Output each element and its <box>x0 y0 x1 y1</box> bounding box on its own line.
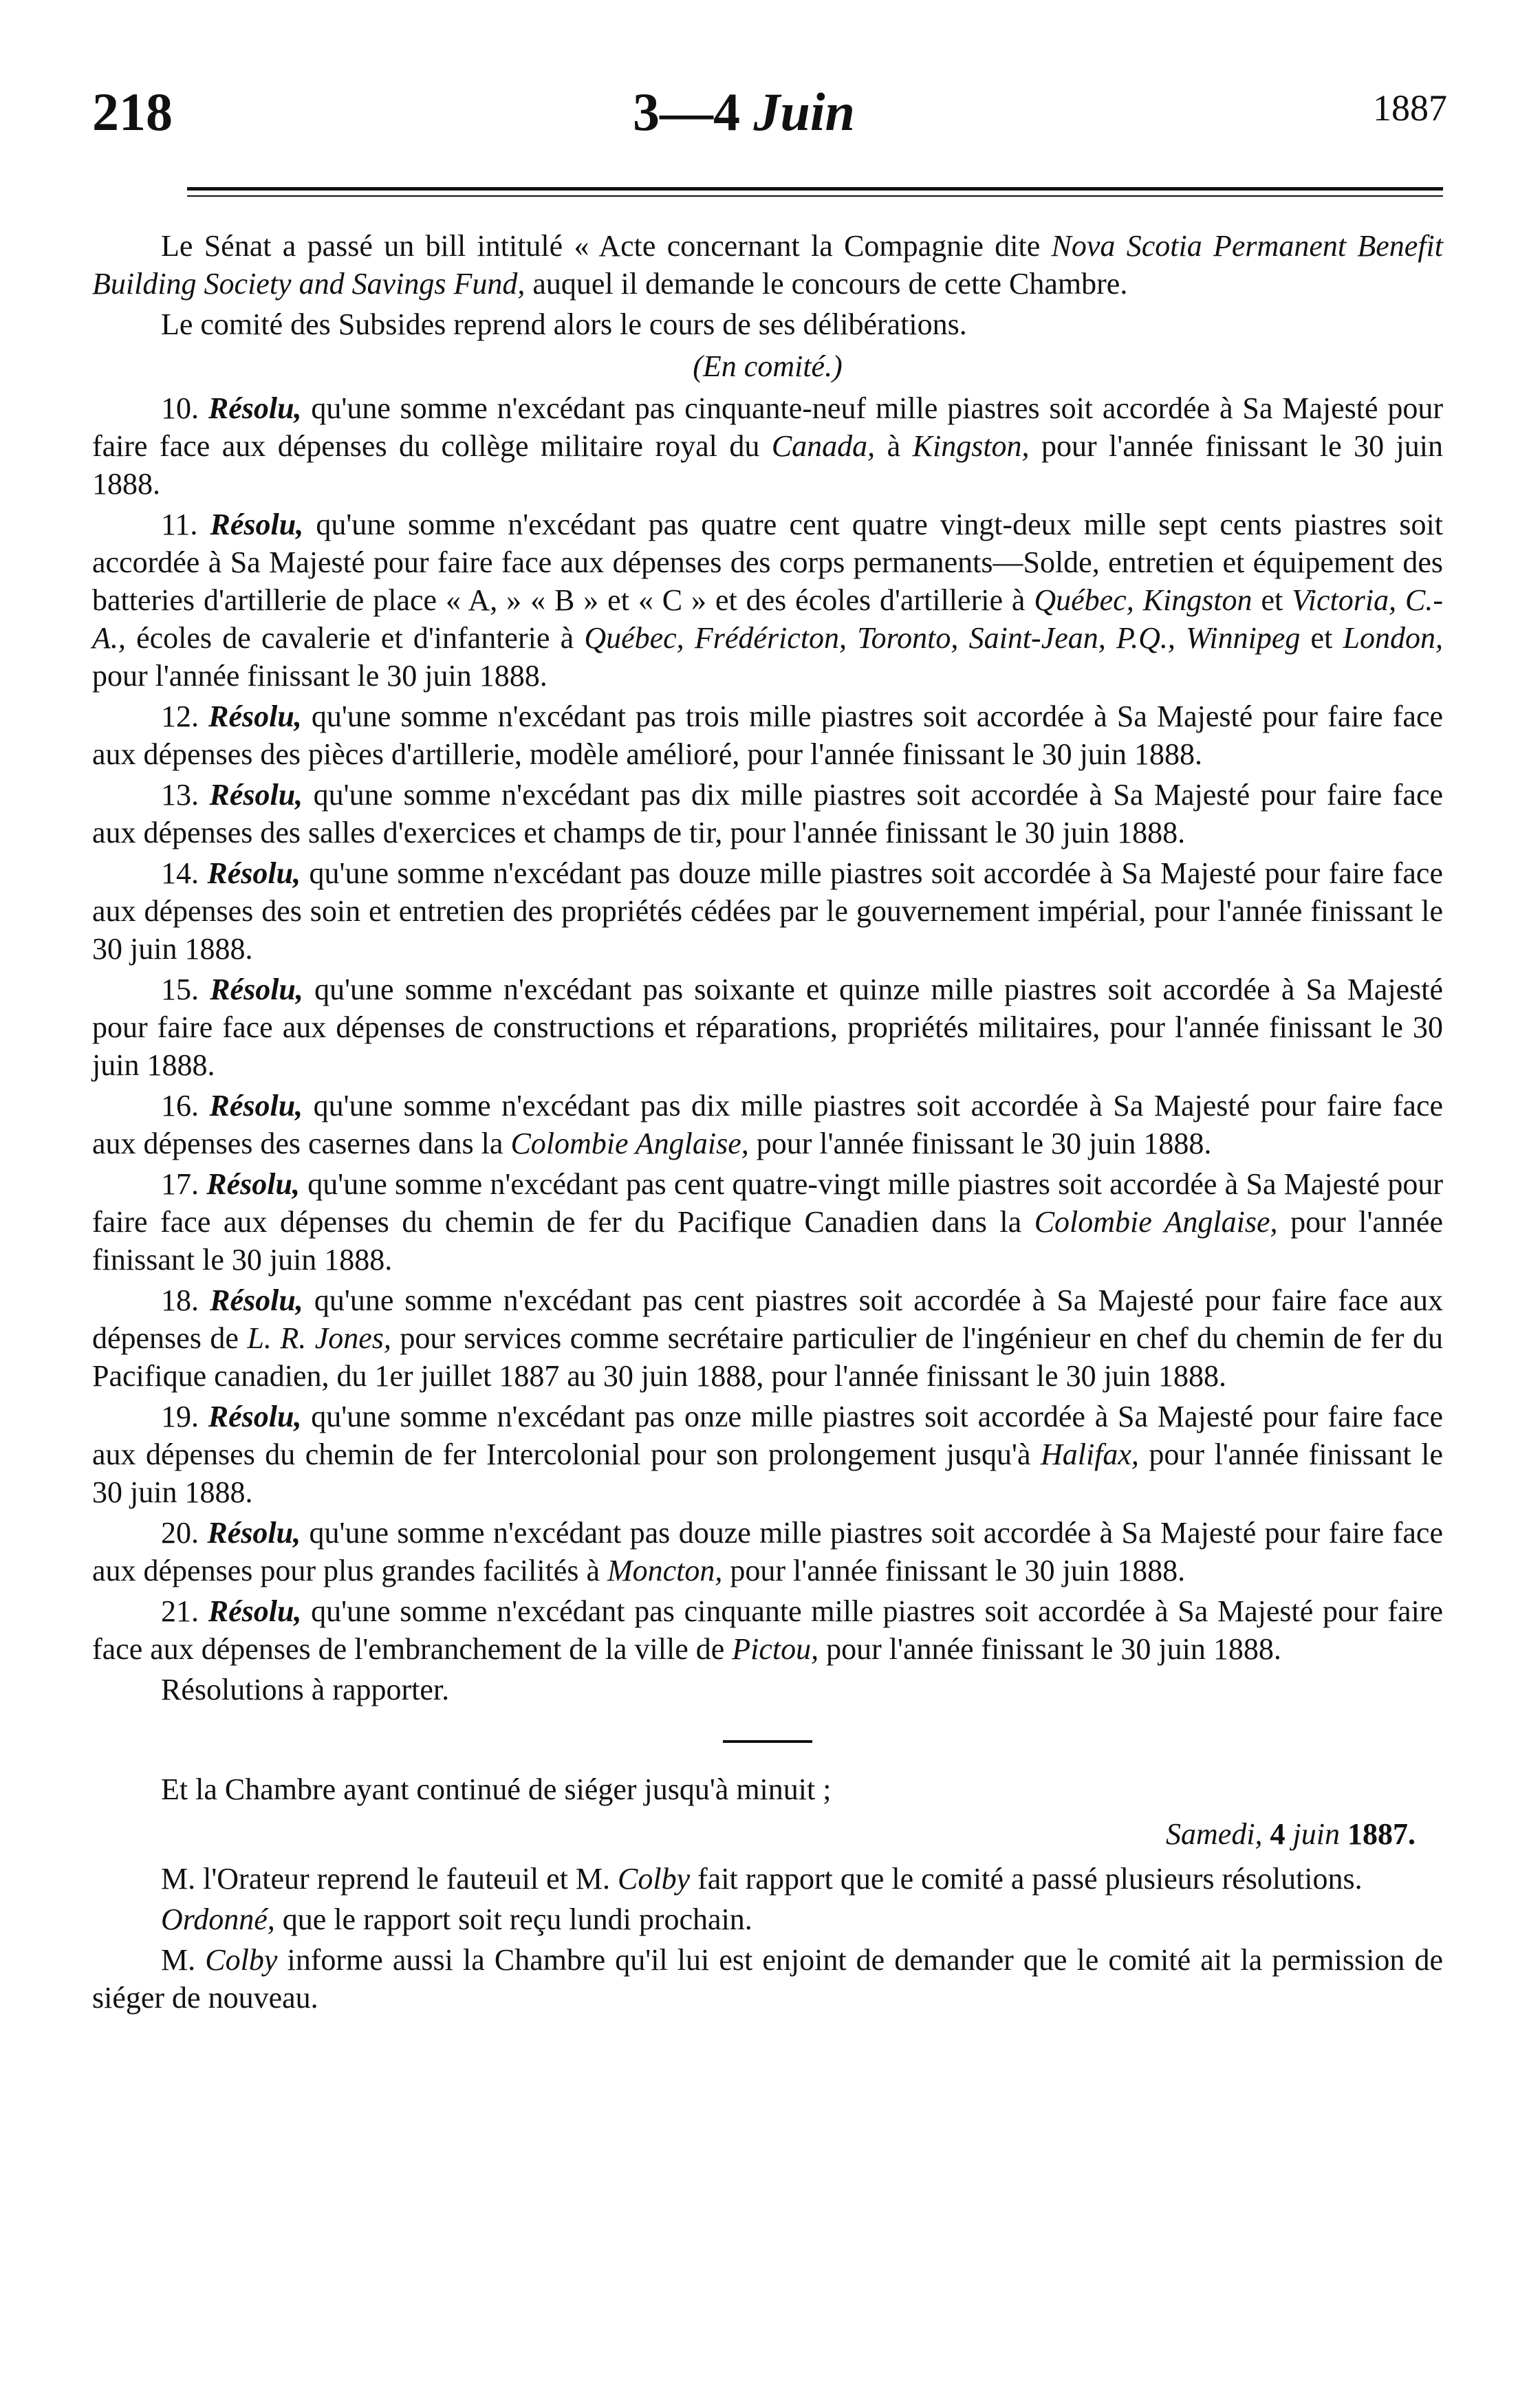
resolution-16: 16. Résolu, qu'une somme n'excédant pas dix mille piastres soit accordée à Sa Majesté pour faire face aux dépenses des casernes dans la Colombie Anglaise, pour l'année finissant le 30 juin 1888. <box>92 1089 1444 1160</box>
resolution-15: 15. Résolu, qu'une somme n'excédant pas soixante et quinze mille piastres soit accordée à Sa Majesté pour faire face aux dépenses de constructions et réparations, propriétés militaires, pour l'année finissant le 30 juin 1888. <box>92 973 1444 1082</box>
resolution-19: 19. Résolu, qu'une somme n'excédant pas onze mille piastres soit accordée à Sa Majesté pour faire face aux dépenses du chemin de fer Intercolonial pour son prolongement jusqu'à Halifax, pour l'année finissant le 30 juin 1888. <box>92 1400 1443 1509</box>
page-date <box>633 81 855 143</box>
orateur-paragraph: M. l'Orateur reprend le fauteuil et M. Colby fait rapport que le comité a passé plusieurs résolutions. <box>161 1862 1363 1896</box>
resolutions-closing: Résolutions à rapporter. <box>161 1673 450 1706</box>
resolution-18: 18. Résolu, qu'une somme n'excédant pas cent piastres soit accordée à Sa Majesté pour faire face aux dépenses de L. R. Jones, pour services comme secrétaire particulier de l'ingénieur en chef du chemin de fer du Pacifique canadien, du 1er juillet 1887 au 30 juin 1888, pour l'année finissant le 30 juin 1888. <box>92 1283 1443 1393</box>
resolution-20: 20. Résolu, qu'une somme n'excédant pas douze mille piastres soit accordée à Sa Majesté pour faire face aux dépenses pour plus grandes facilités à Moncton, pour l'année finissant le 30 juin 1888. <box>92 1516 1443 1587</box>
resolution-21: 21. Résolu, qu'une somme n'excédant pas cinquante mille piastres soit accordée à Sa Majesté pour faire face aux dépenses de l'embranchement de la ville de Pictou, pour l'année finissant le 30 juin 1888. <box>92 1594 1443 1666</box>
date-line: Samedi, 4 juin 1887. <box>1166 1817 1416 1851</box>
page-header <box>92 81 1447 157</box>
page-year: 1887 <box>1373 87 1447 129</box>
resolution-11: 11. Résolu, qu'une somme n'excédant pas quatre cent quatre vingt-deux mille sept cents piastres soit accordée à Sa Majesté pour faire face aux dépenses des corps permanents—Solde, entretien et équipement des batteries d'artillerie de place « A, » « B » et « C » et des écoles d'artillerie à Québec, Kingston et Victoria, C.-A., écoles de cavalerie et d'infanterie à Québec, Frédéricton, Toronto, Saint-Jean, P.Q., Winnipeg et London, pour l'année finissant le 30 juin 1888. <box>92 508 1443 693</box>
resolution-13: 13. Résolu, qu'une somme n'excédant pas dix mille piastres soit accordée à Sa Majesté pour faire face aux dépenses des salles d'exercices et champs de tir, pour l'année finissant le 30 juin 1888. <box>92 778 1444 849</box>
resolution-14: 14. Résolu, qu'une somme n'excédant pas douze mille piastres soit accordée à Sa Majesté pour faire face aux dépenses des soin et entretien des propriétés cédées par le gouvernement impérial, pour l'année finissant le 30 juin 1888. <box>92 856 1443 966</box>
date-range: 3—4 <box>633 82 740 142</box>
resolution-17: 17. Résolu, qu'une somme n'excédant pas cent quatre-vingt mille piastres soit accordée à Sa Majesté pour faire face aux dépenses du chemin de fer du Pacifique Canadien dans la Colombie Anglaise, pour l'année finissant le 30 juin 1888. <box>92 1167 1443 1277</box>
header-rule-thin <box>187 195 1443 197</box>
section-separator <box>723 1740 812 1743</box>
page-number: 218 <box>92 82 173 142</box>
resolution-12: 12. Résolu, qu'une somme n'excédant pas trois mille piastres soit accordée à Sa Majesté pour faire face aux dépenses des pièces d'artillerie, modèle amélioré, pour l'année finissant le 30 juin 1888. <box>92 699 1444 771</box>
senat-paragraph: Le Sénat a passé un bill intitulé « Acte concernant la Compagnie dite Nova Scotia Permanent Benefit Building Society and Savings Fund, auquel il demande le concours de cette Chambre. <box>92 229 1443 301</box>
document-body <box>92 227 1443 2017</box>
comite-paragraph: Le comité des Subsides reprend alors le cours de ses délibérations. <box>161 307 967 341</box>
date-month: Juin <box>753 82 855 142</box>
resolution-10: 10. Résolu, qu'une somme n'excédant pas cinquante-neuf mille piastres soit accordée à Sa Majesté pour faire face aux dépenses du collège militaire royal du Canada, à Kingston, pour l'année finissant le 30 juin 1888. <box>92 391 1444 501</box>
header-rule <box>187 187 1443 191</box>
ordonne-paragraph: Ordonné, que le rapport soit reçu lundi prochain. <box>161 1902 752 1936</box>
colby-paragraph: M. Colby informe aussi la Chambre qu'il lui est enjoint de demander que le comité ait la permission de siéger de nouveau. <box>92 1943 1443 2015</box>
sieger-paragraph: Et la Chambre ayant continué de siéger jusqu'à minuit ; <box>161 1772 832 1806</box>
en-comite-heading: (En comité.) <box>693 349 843 383</box>
